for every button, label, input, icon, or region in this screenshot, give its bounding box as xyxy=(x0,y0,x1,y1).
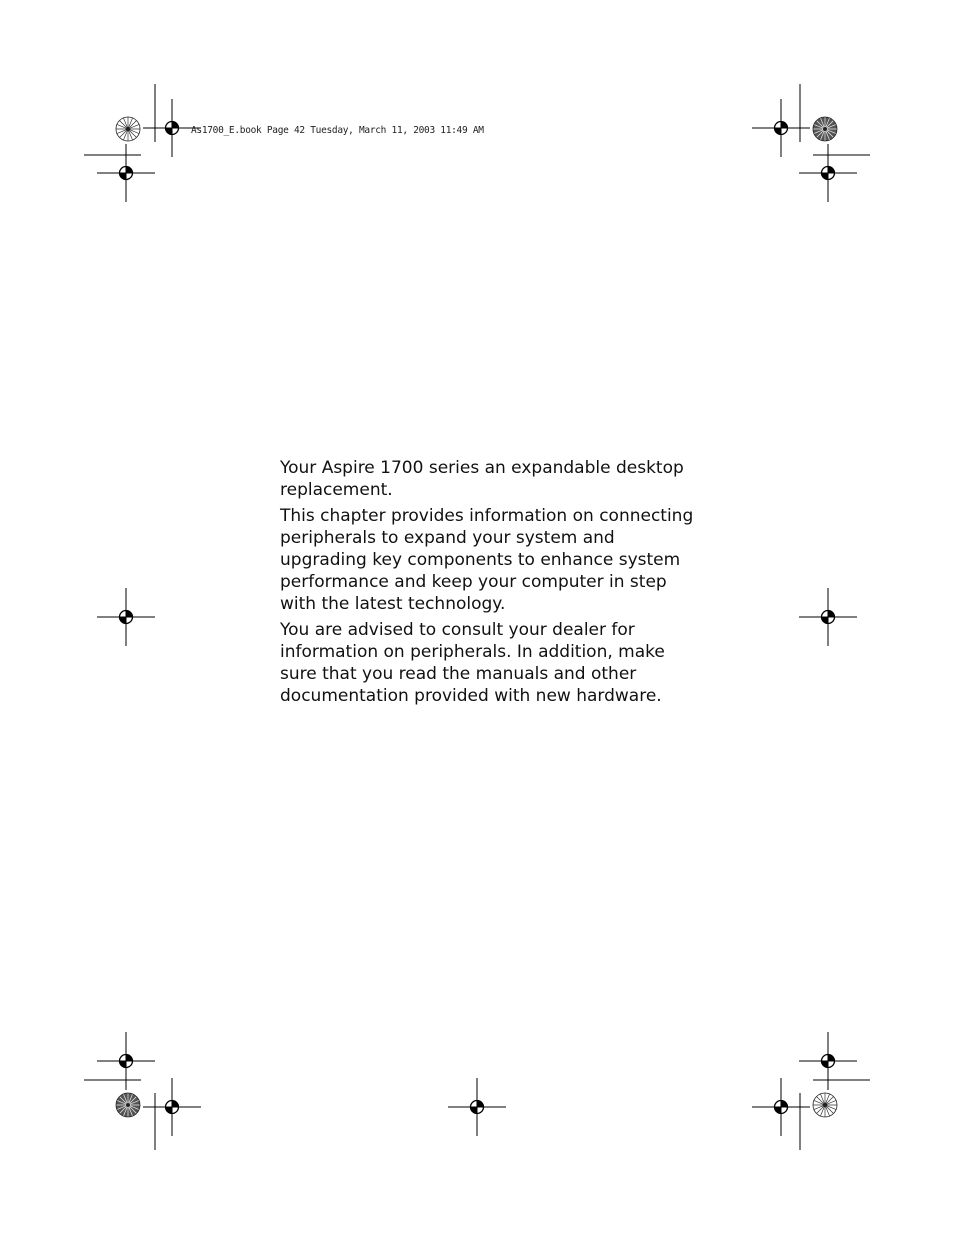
registration-target-icon xyxy=(752,99,810,157)
starburst-wheel-icon xyxy=(116,1093,140,1117)
starburst-wheel-icon xyxy=(813,1093,837,1117)
registration-target-icon xyxy=(799,144,857,202)
registration-target-icon xyxy=(97,144,155,202)
starburst-wheel-icon xyxy=(116,117,140,141)
chapter-intro-text xyxy=(280,457,700,711)
registration-target-icon xyxy=(143,1078,201,1136)
intro-paragraph: You are advised to consult your dealer for information on peripherals. In addition, make sure that you read the manuals and other documentation provided with new hardware. xyxy=(280,620,665,706)
registration-target-icon xyxy=(799,1032,857,1090)
registration-target-icon xyxy=(143,99,201,157)
registration-target-icon xyxy=(448,1078,506,1136)
registration-target-icon xyxy=(752,1078,810,1136)
registration-target-icon xyxy=(97,1032,155,1090)
starburst-wheel-icon xyxy=(813,117,837,141)
book-header-stamp: As1700_E.book Page 42 Tuesday, March 11, 2003 11:49 AM xyxy=(191,125,484,136)
registration-target-icon xyxy=(799,588,857,646)
registration-target-icon xyxy=(97,588,155,646)
intro-paragraph: This chapter provides information on connecting peripherals to expand your system and upgrading key components to enhance system performance and keep your computer in step with the latest technology. xyxy=(280,506,694,614)
intro-paragraph: Your Aspire 1700 series an expandable desktop replacement. xyxy=(280,458,684,500)
